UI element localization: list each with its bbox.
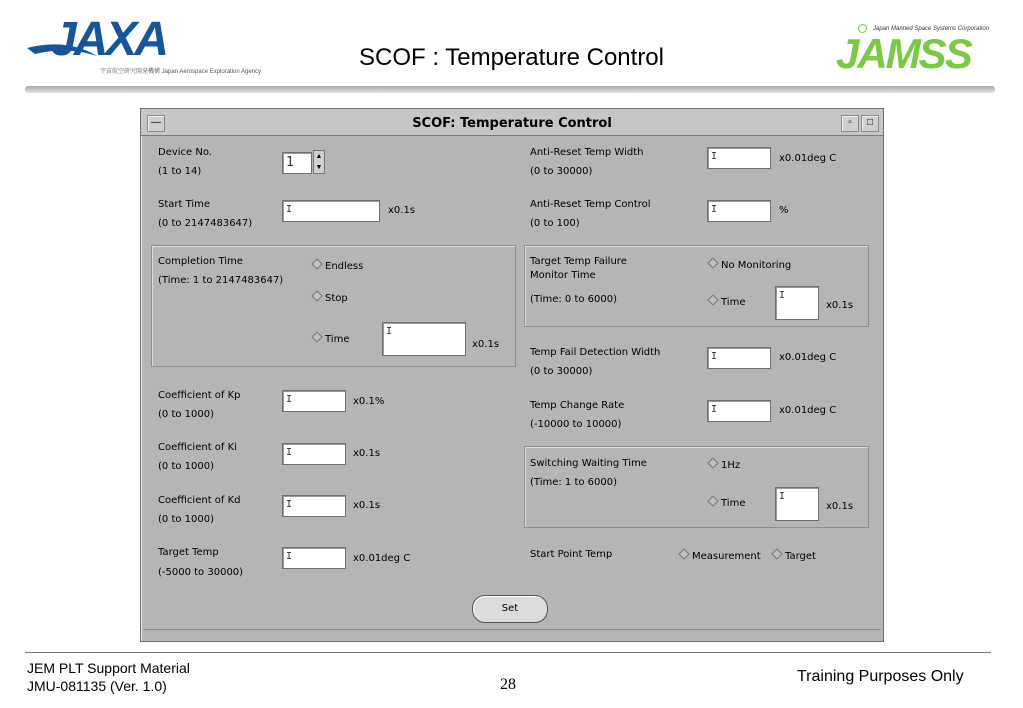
- ki-range: (0 to 1000): [158, 461, 215, 472]
- target-fail-range: (Time: 0 to 6000): [530, 294, 618, 305]
- radio-switch-wait-time[interactable]: Time: [709, 498, 745, 509]
- stepper-down-icon[interactable]: ▼: [315, 164, 323, 171]
- radio-diamond-icon: [678, 548, 689, 559]
- set-button[interactable]: Set: [472, 595, 548, 623]
- anti-reset-control-range: (0 to 100): [530, 218, 580, 229]
- completion-time-input[interactable]: I: [382, 322, 466, 356]
- kd-label: Coefficient of Kd: [158, 495, 241, 506]
- device-no-stepper[interactable]: [313, 150, 325, 174]
- radio-target-fail-time[interactable]: Time: [709, 297, 745, 308]
- target-fail-label-2: Monitor Time: [530, 270, 596, 281]
- jamss-subtitle: Japan Manned Space Systems Corporation: [873, 26, 990, 32]
- footer-line-2: JMU-081135 (Ver. 1.0): [27, 678, 167, 694]
- kp-input[interactable]: I: [282, 390, 346, 412]
- header-divider: [25, 86, 995, 93]
- jaxa-subtitle: 宇宙航空研究開発機構 Japan Aerospace Exploration Agency: [100, 69, 262, 75]
- footer-line-1: JEM PLT Support Material: [27, 660, 190, 676]
- switch-wait-range: (Time: 1 to 6000): [530, 477, 618, 488]
- slide-title: SCOF : Temperature Control: [358, 44, 664, 71]
- stepper-up-icon[interactable]: ▲: [315, 153, 323, 160]
- device-no-range: (1 to 14): [158, 166, 202, 177]
- window-title: SCOF: Temperature Control: [412, 116, 612, 131]
- kp-range: (0 to 1000): [158, 409, 215, 420]
- device-no-input[interactable]: 1: [282, 152, 312, 174]
- change-rate-range: (-10000 to 10000): [530, 419, 622, 430]
- radio-target[interactable]: Target: [773, 551, 816, 562]
- change-rate-unit: x0.01deg C: [779, 405, 837, 416]
- footer-divider: [25, 652, 991, 653]
- kp-unit: x0.1%: [353, 396, 385, 407]
- anti-reset-width-input[interactable]: I: [707, 147, 771, 169]
- switch-wait-label: Switching Waiting Time: [530, 458, 647, 469]
- radio-diamond-icon: [311, 331, 322, 342]
- switch-wait-time-input[interactable]: I: [775, 487, 819, 521]
- radio-diamond-icon: [771, 548, 782, 559]
- temperature-control-window: [140, 108, 884, 642]
- radio-no-monitoring[interactable]: No Monitoring: [709, 260, 791, 271]
- fail-width-unit: x0.01deg C: [779, 352, 837, 363]
- maximize-button[interactable]: □: [861, 115, 879, 132]
- radio-measurement[interactable]: Measurement: [680, 551, 761, 562]
- fail-width-input[interactable]: I: [707, 347, 771, 369]
- radio-completion-time[interactable]: Time: [313, 334, 349, 345]
- anti-reset-width-unit: x0.01deg C: [779, 153, 837, 164]
- start-point-label: Start Point Temp: [530, 549, 613, 560]
- radio-endless[interactable]: Endless: [313, 261, 363, 272]
- fail-width-range: (0 to 30000): [530, 366, 593, 377]
- fail-width-label: Temp Fail Detection Width: [530, 347, 661, 358]
- radio-diamond-icon: [311, 258, 322, 269]
- start-time-input[interactable]: I: [282, 200, 380, 222]
- page-number: 28: [500, 676, 516, 693]
- completion-time-range: (Time: 1 to 2147483647): [158, 275, 284, 286]
- ki-unit: x0.1s: [353, 448, 381, 459]
- window-bottom-divider: [143, 629, 881, 630]
- kd-range: (0 to 1000): [158, 514, 215, 525]
- window-titlebar[interactable]: [141, 109, 883, 136]
- radio-diamond-icon: [707, 294, 718, 305]
- radio-diamond-icon: [707, 257, 718, 268]
- target-fail-unit: x0.1s: [826, 300, 854, 311]
- ki-label: Coefficient of Ki: [158, 442, 237, 453]
- completion-time-label: Completion Time: [158, 256, 243, 267]
- start-time-unit: x0.1s: [388, 205, 416, 216]
- target-fail-label-1: Target Temp Failure: [530, 256, 627, 267]
- anti-reset-width-range: (0 to 30000): [530, 166, 593, 177]
- jamss-wordmark: JAMSS: [836, 30, 971, 77]
- radio-diamond-icon: [707, 457, 718, 468]
- kp-label: Coefficient of Kp: [158, 390, 241, 401]
- start-time-label: Start Time: [158, 199, 211, 210]
- switch-wait-unit: x0.1s: [826, 501, 854, 512]
- window-menu-button[interactable]: —: [147, 115, 165, 132]
- target-temp-label: Target Temp: [158, 547, 219, 558]
- kd-unit: x0.1s: [353, 500, 381, 511]
- radio-diamond-icon: [707, 495, 718, 506]
- anti-reset-width-label: Anti-Reset Temp Width: [530, 147, 644, 158]
- completion-time-unit: x0.1s: [472, 339, 500, 350]
- footer-right-note: Training Purposes Only: [797, 668, 964, 685]
- jaxa-wordmark: JAXA: [50, 13, 167, 66]
- anti-reset-control-label: Anti-Reset Temp Control: [530, 199, 651, 210]
- radio-1hz[interactable]: 1Hz: [709, 460, 740, 471]
- ki-input[interactable]: I: [282, 443, 346, 465]
- minimize-button[interactable]: ▫: [841, 115, 859, 132]
- anti-reset-control-unit: %: [779, 205, 789, 216]
- start-time-range: (0 to 2147483647): [158, 218, 253, 229]
- target-temp-range: (-5000 to 30000): [158, 567, 244, 578]
- radio-stop[interactable]: Stop: [313, 293, 348, 304]
- target-fail-time-input[interactable]: I: [775, 286, 819, 320]
- change-rate-input[interactable]: I: [707, 400, 771, 422]
- kd-input[interactable]: I: [282, 495, 346, 517]
- target-temp-input[interactable]: I: [282, 547, 346, 569]
- anti-reset-control-input[interactable]: I: [707, 200, 771, 222]
- change-rate-label: Temp Change Rate: [530, 400, 625, 411]
- device-no-label: Device No.: [158, 147, 212, 158]
- target-temp-unit: x0.01deg C: [353, 553, 411, 564]
- radio-diamond-icon: [311, 290, 322, 301]
